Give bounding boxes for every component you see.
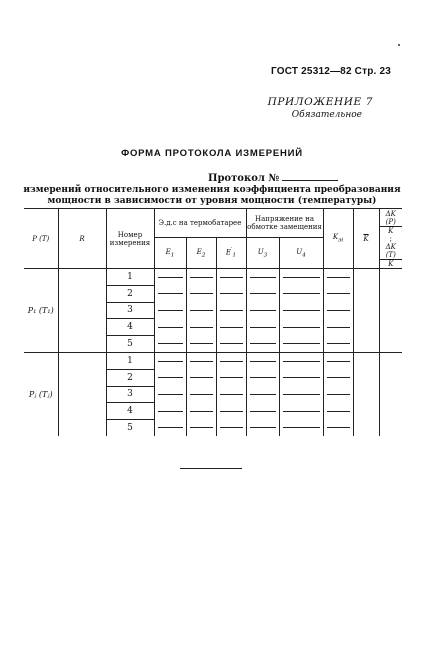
end-rule [180,468,242,469]
protocol-label: Протокол № [208,173,280,184]
page-dot [398,44,400,46]
mandatory-label: Обязательное [291,110,362,120]
col-e1-prime: $E'_1$ [216,238,246,269]
row-number: 4 [106,403,154,420]
appendix-label: ПРИЛОЖЕНИЕ 7 [267,96,373,108]
col-header-emf: Э.д.с на термобатарее [154,209,246,238]
col-header-delta: $\frac{\Delta K (P)}{K}$ ; $\frac{\Delta K (T)}{K}$ [379,209,402,269]
row-number: 1 [106,352,154,369]
col-header-k: $K_{эі}$ [323,209,353,269]
row-number: 2 [106,369,154,386]
group2-r-cell [58,352,106,435]
row-number: 4 [106,319,154,336]
row-number: 3 [106,302,154,319]
protocol-line [208,171,338,184]
row-number: 5 [106,336,154,353]
col-u4: $U_4$ [279,238,323,269]
row-number: 3 [106,386,154,403]
page-header: ГОСТ 25312—82 Стр. 23 [271,66,391,77]
row-number: 2 [106,285,154,302]
col-u3: $U_3$ [246,238,279,269]
col-e1: $E_1$ [154,238,186,269]
col-header-r: R [58,209,106,269]
col-header-p: P (T) [24,209,58,269]
col-header-kbar: $\overline{K}$ [353,209,379,269]
row-number: 5 [106,420,154,436]
col-e2: $E_2$ [186,238,216,269]
group-label-2: Pⱼ (Tⱼ) [24,352,58,435]
form-title: ФОРМА ПРОТОКОЛА ИЗМЕРЕНИЙ [121,148,303,159]
col-header-voltage: Напряжение на обмотке замещения [246,209,323,238]
description-line-2: мощности в зависимости от уровня мощности (температуры) [47,196,377,206]
col-header-num: Номер измерения [106,209,154,269]
row-number: 1 [106,269,154,286]
measurement-table [24,208,402,436]
description-line-1: измерений относительного изменения коэффициента преобразования [23,185,401,195]
group-label-1: P₁ (T₁) [27,305,54,315]
group1-r-cell [58,269,106,353]
protocol-number-blank [282,171,338,181]
